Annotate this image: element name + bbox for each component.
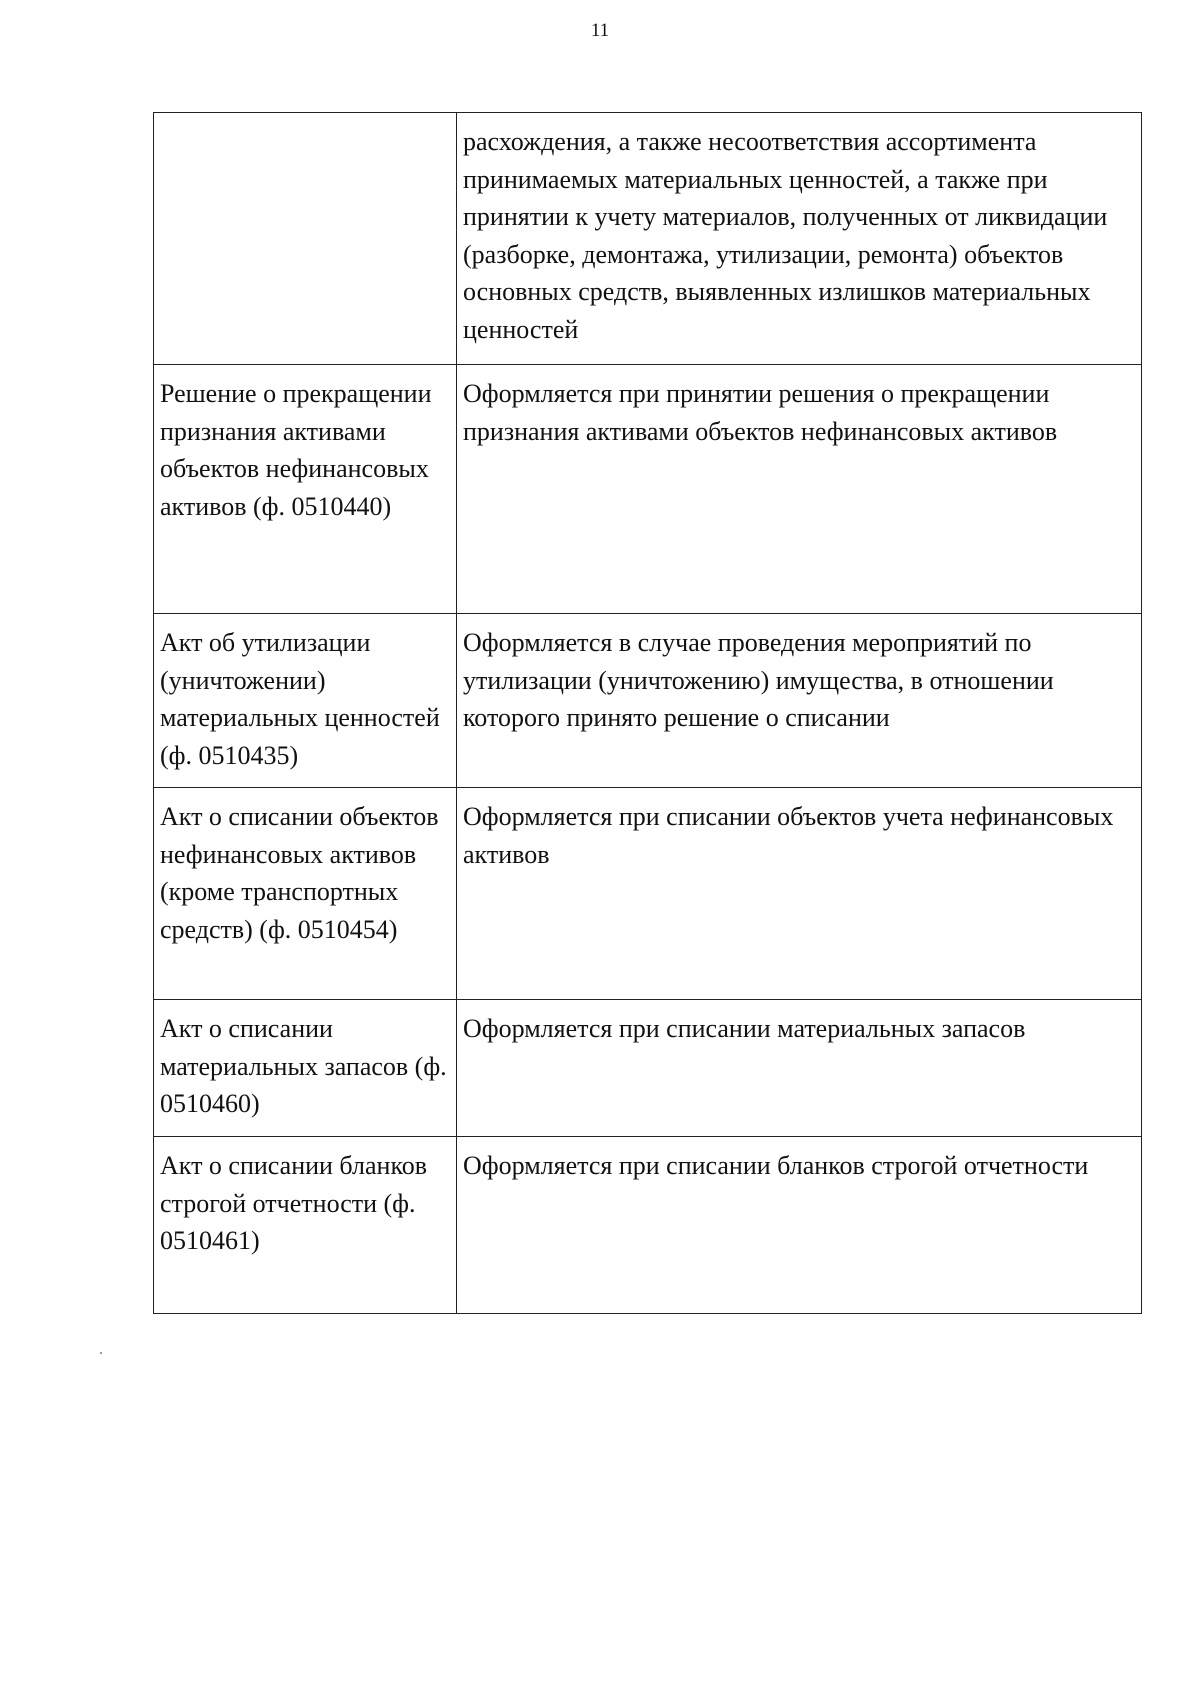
table-row <box>154 614 1142 788</box>
table-row <box>154 1137 1142 1314</box>
table-row <box>154 113 1142 365</box>
documents-table <box>153 112 1142 1314</box>
document-description-cell: Оформляется при списании объектов учета нефинансовых активов <box>457 788 1142 1000</box>
page-number: 11 <box>590 20 610 41</box>
document-name-cell <box>154 113 457 365</box>
document-description-cell: Оформляется при принятии решения о прекращении признания активами объектов нефинансовых активов <box>457 365 1142 614</box>
document-name-cell: Акт об утилизации (уничтожении) материальных ценностей (ф. 0510435) <box>154 614 457 788</box>
document-name-cell: Акт о списании материальных запасов (ф. 0510460) <box>154 1000 457 1137</box>
document-name-cell: Решение о прекращении признания активами объектов нефинансовых активов (ф. 0510440) <box>154 365 457 614</box>
table-row <box>154 1000 1142 1137</box>
document-name-cell: Акт о списании объектов нефинансовых активов (кроме транспортных средств) (ф. 0510454) <box>154 788 457 1000</box>
document-description-cell: Оформляется в случае проведения мероприятий по утилизации (уничтожению) имущества, в отношении которого принято решение о списании <box>457 614 1142 788</box>
document-name-cell: Акт о списании бланков строгой отчетности (ф. 0510461) <box>154 1137 457 1314</box>
scan-speck <box>100 1352 102 1354</box>
table-row <box>154 788 1142 1000</box>
document-description-cell: Оформляется при списании бланков строгой отчетности <box>457 1137 1142 1314</box>
table-row <box>154 365 1142 614</box>
document-description-cell: расхождения, а также несоответствия ассортимента принимаемых материальных ценностей, а также при принятии к учету материалов, полученных от ликвидации (разборке, демонтажа, утилизации, ремонта) объектов основных средств, выявленных излишков материальных ценностей <box>457 113 1142 365</box>
document-description-cell: Оформляется при списании материальных запасов <box>457 1000 1142 1137</box>
